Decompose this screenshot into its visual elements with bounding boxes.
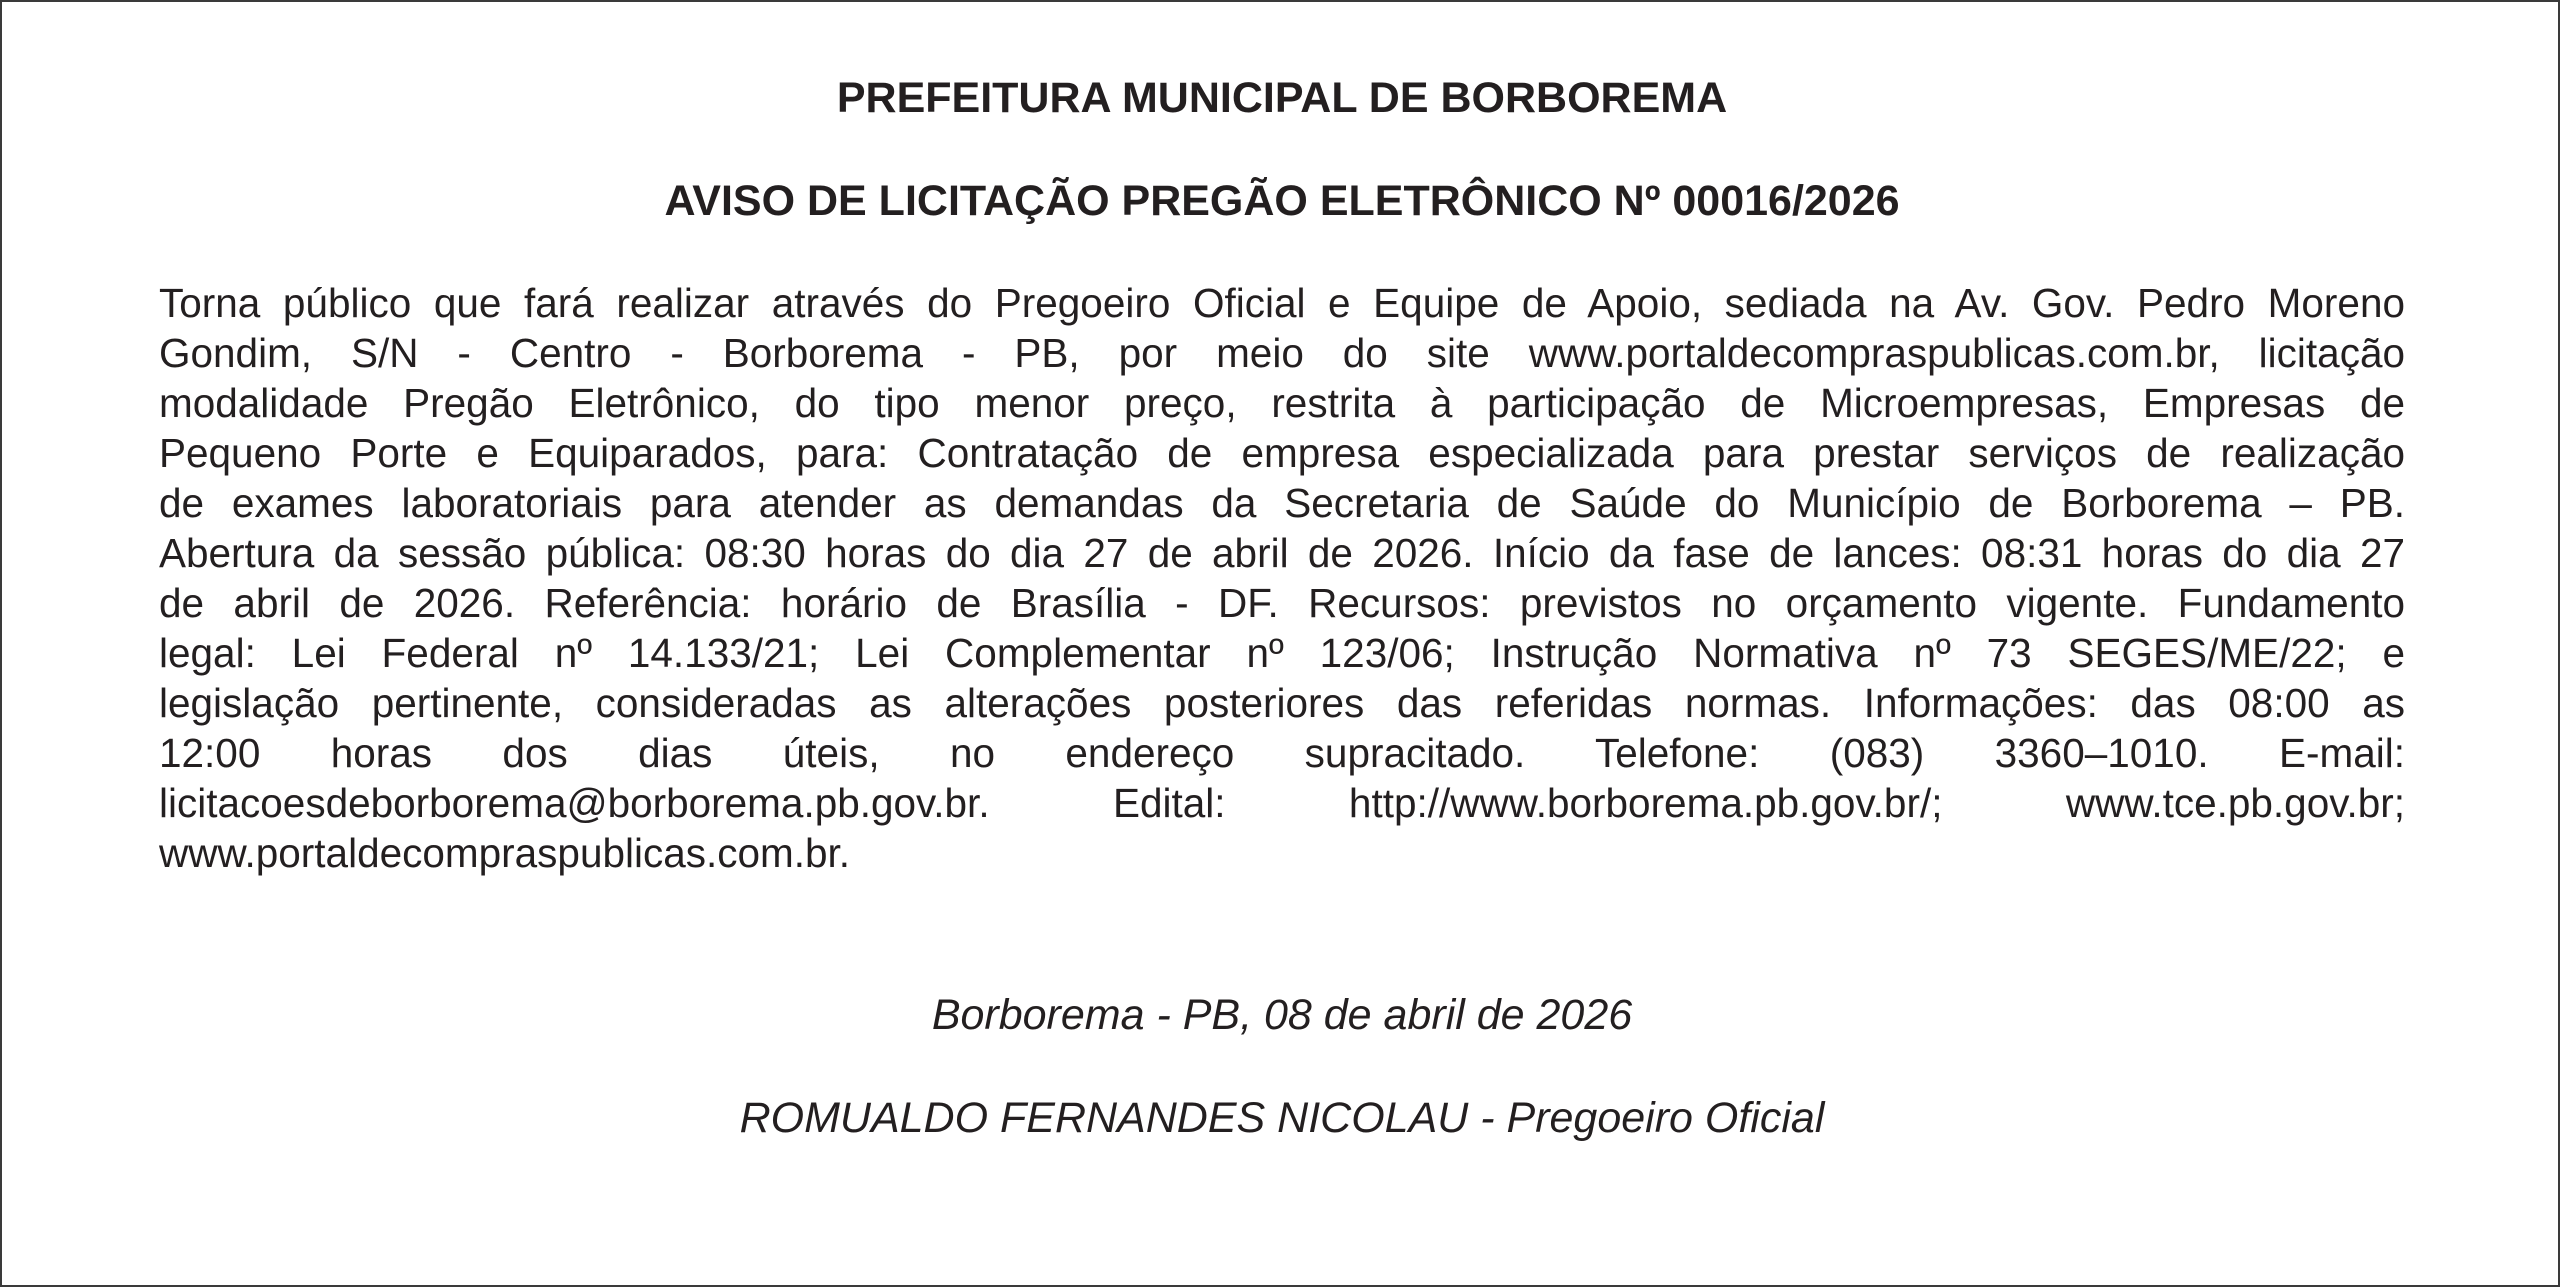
signature: ROMUALDO FERNANDES NICOLAU - Pregoeiro Oficial — [739, 1094, 1825, 1142]
body-line: licitacoesdeborborema@borborema.pb.gov.br. Edital: http://www.borborema.pb.gov.br/; www.tce.pb.gov.br; — [159, 780, 2405, 826]
body-line: Pequeno Porte e Equiparados, para: Contratação de empresa especializada para prestar serviços de realização — [159, 430, 2405, 476]
body-line: Torna público que fará realizar através do Pregoeiro Oficial e Equipe de Apoio, sediada na Av. Gov. Pedro Moreno — [159, 280, 2405, 326]
notice-body — [159, 278, 2405, 878]
body-line: modalidade Pregão Eletrônico, do tipo menor preço, restrita à participação de Microempresas, Empresas de — [159, 380, 2405, 426]
notice-heading: AVISO DE LICITAÇÃO PREGÃO ELETRÔNICO Nº 00016/2026 — [664, 177, 1900, 225]
body-line: Abertura da sessão pública: 08:30 horas do dia 27 de abril de 2026. Início da fase de lances: 08:31 horas do dia 27 — [159, 530, 2405, 576]
body-line: legal: Lei Federal nº 14.133/21; Lei Complementar nº 123/06; Instrução Normativa nº 73 SEGES/ME/22; e — [159, 630, 2405, 676]
authority-title: PREFEITURA MUNICIPAL DE BORBOREMA — [836, 74, 1728, 122]
body-line: 12:00 horas dos dias úteis, no endereço supracitado. Telefone: (083) 3360–1010. E-mail: — [159, 730, 2405, 776]
body-line: legislação pertinente, consideradas as alterações posteriores das referidas normas. Informações: das 08:00 as — [159, 680, 2405, 726]
body-line: de abril de 2026. Referência: horário de Brasília - DF. Recursos: previstos no orçamento vigente. Fundamento — [159, 580, 2405, 626]
place-date: Borborema - PB, 08 de abril de 2026 — [931, 991, 1633, 1039]
body-line: Gondim, S/N - Centro - Borborema - PB, por meio do site www.portaldecompraspublicas.com.br, licitação — [159, 330, 2405, 376]
body-line: de exames laboratoriais para atender as demandas da Secretaria de Saúde do Município de Borborema – PB. — [159, 480, 2405, 526]
body-line: www.portaldecompraspublicas.com.br. — [159, 830, 851, 876]
